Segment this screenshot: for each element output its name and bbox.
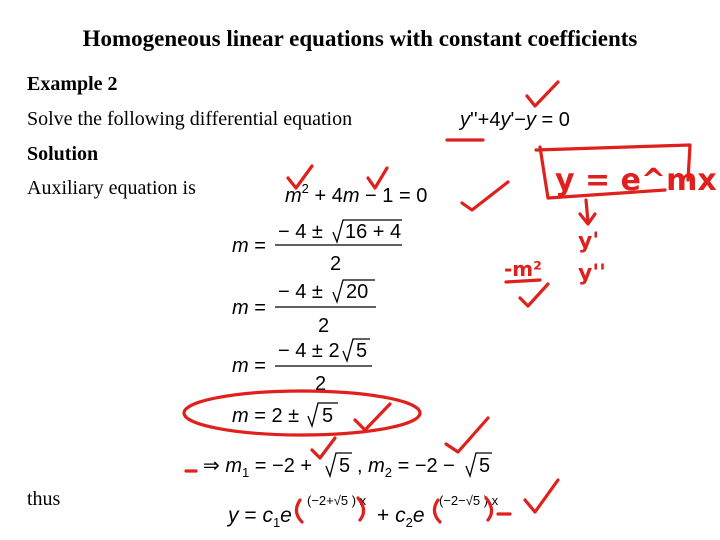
svg-text:y = c1e: $y = c_1e$ [228, 504, 292, 530]
svg-text:(−2+√5 ) x: (−2+√5 ) x [307, 493, 367, 508]
svg-text:m =: m = [232, 235, 266, 257]
solution-label: Solution [27, 143, 99, 165]
roots-equation [203, 453, 492, 480]
example-label-text: Example 2 [27, 73, 118, 95]
svg-text:2: 2 [315, 373, 327, 395]
svg-text:− 4 ±: − 4 ± [278, 221, 323, 243]
step1-equation [232, 220, 402, 275]
step3-equation [232, 339, 372, 395]
svg-text:5: 5 [356, 340, 368, 362]
svg-text:m2 + 4m − 1 = 0: $m^2 + 4m - 1 = 0$ [285, 181, 428, 207]
svg-text:2: 2 [318, 315, 330, 337]
svg-text:y''+4y'−y = 0: y''+4y'−y = 0 [460, 109, 570, 131]
general-solution [226, 493, 499, 530]
step4-equation [232, 403, 338, 427]
svg-text:5: 5 [339, 455, 351, 477]
svg-text:2: 2 [330, 253, 342, 275]
svg-text:m =: m = [232, 355, 266, 377]
svg-text:5: 5 [479, 455, 491, 477]
y-prime-note: y' [578, 229, 600, 254]
neg-m2-note: -m² [504, 257, 542, 281]
svg-text:, m2 = −2 −: , $m_2 = -2$ − [357, 455, 455, 480]
svg-text:16 + 4: 16 + 4 [345, 221, 402, 243]
auxiliary-equation [285, 181, 427, 207]
svg-text:− 4 ±: − 4 ± [278, 281, 323, 303]
problem-text: Solve the following differential equation [27, 108, 353, 130]
svg-text:5: 5 [322, 405, 334, 427]
y-double-prime-note: y'' [578, 261, 606, 286]
thus-label: thus [27, 488, 61, 510]
ode-equation [458, 109, 570, 131]
svg-text:− 4 ± 2: − 4 ± 2 [278, 340, 340, 362]
trial-solution-note: y = e^mx [555, 163, 717, 198]
svg-text:(−2−√5 ) x: (−2−√5 ) x [439, 493, 499, 508]
svg-text:m =: m = [232, 297, 266, 319]
slide-title: Homogeneous linear equations with constant coefficients [82, 26, 638, 51]
auxiliary-label: Auxiliary equation is [27, 177, 196, 199]
svg-text:⇒ m1 = −2 +: ⇒ $m_1 = -2$ + [203, 455, 313, 480]
step2-equation [232, 280, 376, 337]
svg-text:m = 2 ±: m = 2 ± [232, 405, 300, 427]
svg-text:20: 20 [346, 281, 369, 303]
svg-text:+ c2e: + $c_2e$ [377, 504, 425, 530]
